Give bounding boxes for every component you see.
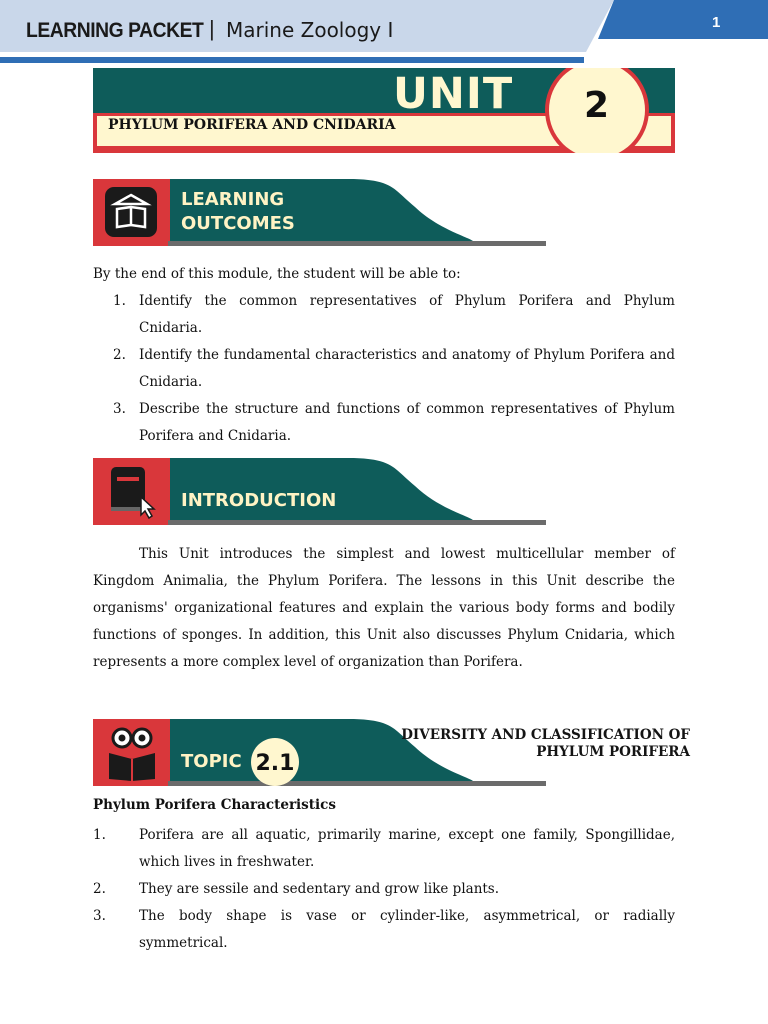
characteristics-heading: Phylum Porifera Characteristics [93, 797, 336, 813]
learning-outcomes-banner [93, 179, 548, 246]
item-text: They are sessile and sedentary and grow like plants. [139, 881, 500, 897]
outcomes-list [93, 288, 675, 450]
characteristics-list [93, 822, 675, 957]
list-item [93, 876, 675, 903]
list-item [93, 822, 675, 876]
item-number: 3. [113, 401, 126, 417]
course-title: Marine Zoology I [226, 18, 394, 42]
heading-line-1: LEARNING [181, 189, 285, 210]
topic-title-line-1: DIVERSITY AND CLASSIFICATION OF [401, 727, 690, 743]
unit-word: UNIT [393, 69, 514, 119]
item-number: 1. [93, 827, 106, 843]
list-item [93, 342, 675, 396]
topic-number: 2.1 [255, 751, 295, 776]
topic-title-line-2: PHYLUM PORIFERA [536, 744, 690, 760]
unit-number: 2 [584, 85, 610, 126]
page-header [0, 0, 768, 66]
topic-word: TOPIC [181, 751, 242, 772]
outcomes-intro: By the end of this module, the student will be able to: [93, 266, 461, 282]
item-text: Describe the structure and functions of common representatives of Phylum Porifera and Cnidaria. [139, 401, 675, 444]
header-separator: | [209, 16, 215, 41]
owl-reading-icon [105, 725, 159, 781]
topic-title [370, 727, 690, 761]
item-number: 2. [113, 347, 126, 363]
item-text: Porifera are all aquatic, primarily marine, except one family, Spongillidae, which lives in freshwater. [139, 827, 675, 870]
learning-outcomes-heading [181, 188, 295, 236]
item-number: 3. [93, 908, 106, 924]
list-item [93, 903, 675, 957]
item-text: Identify the common representatives of Phylum Porifera and Phylum Cnidaria. [139, 293, 675, 336]
introduction-paragraph: This Unit introduces the simplest and lowest multicellular member of Kingdom Animalia, the Phylum Porifera. The lessons in this Unit describe the organisms' organizational features and explain the various body forms and bodily functions of sponges. In addition, this Unit also discusses Phylum Cnidaria, which represents a more complex level of organization than Porifera. [93, 546, 675, 670]
packet-label: LEARNING PACKET [26, 19, 204, 42]
item-number: 1. [113, 293, 126, 309]
section-banner-background [93, 179, 548, 246]
page-number: 1 [712, 14, 721, 31]
introduction-heading: INTRODUCTION [181, 490, 337, 511]
item-number: 2. [93, 881, 106, 897]
list-item [93, 288, 675, 342]
unit-title: PHYLUM PORIFERA AND CNIDARIA [108, 117, 396, 133]
book-pointer-icon [109, 467, 159, 519]
list-item [93, 396, 675, 450]
introduction-banner [93, 458, 548, 525]
unit-banner [93, 68, 675, 153]
book-icon [105, 187, 157, 237]
heading-line-2: OUTCOMES [181, 213, 295, 234]
item-text: The body shape is vase or cylinder-like, asymmetrical, or radially symmetrical. [139, 908, 675, 951]
item-text: Identify the fundamental characteristics and anatomy of Phylum Porifera and Cnidaria. [139, 347, 675, 390]
